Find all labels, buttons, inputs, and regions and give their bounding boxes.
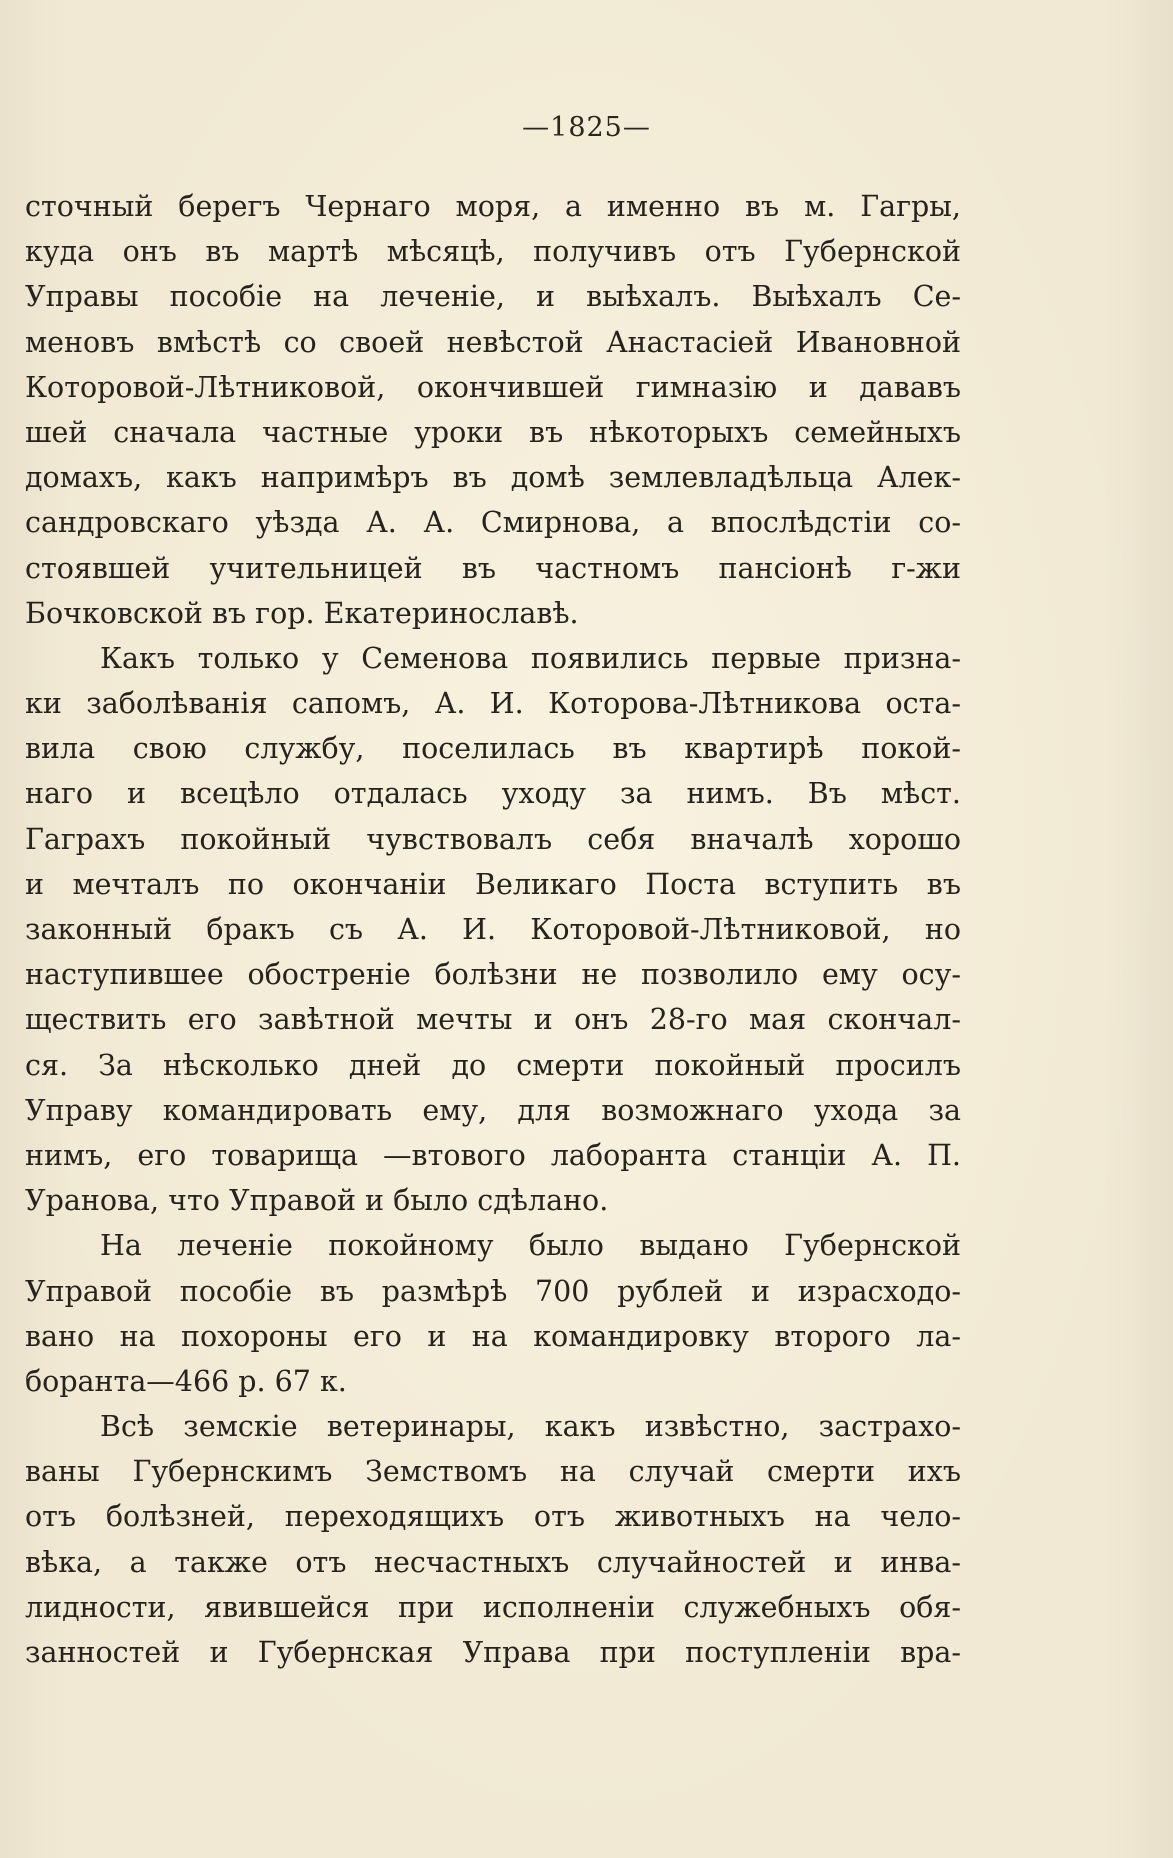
text-line: меновъ вмѣстѣ со своей невѣстой Анастасіей Ивановной [25, 325, 961, 359]
text-line: вѣка, а также отъ несчастныхъ случайностей и инва- [25, 1545, 961, 1579]
text-line: Управы пособіе на леченіе, и выѣхалъ. Выѣхалъ Се- [25, 280, 961, 314]
text-line: вано на похороны его и на командировку второго ла- [25, 1319, 961, 1353]
text-line: шей сначала частные уроки въ нѣкоторыхъ семейныхъ [25, 415, 961, 449]
text-line: законный бракъ съ А. И. Которовой-Лѣтниковой, но [25, 913, 961, 946]
text-line: Которовой-Лѣтниковой, окончившей гимназію и дававъ [25, 370, 961, 404]
text-line: занностей и Губернская Управа при поступленіи вра- [25, 1636, 961, 1669]
text-line: Гаграхъ покойный чувствовалъ себя вначалѣ хорошо [25, 822, 961, 856]
body-text [25, 184, 961, 1675]
text-line: и мечталъ по окончаніи Великаго Поста вступить въ [25, 867, 961, 901]
page-number: —1825— [522, 112, 651, 143]
text-line: куда онъ въ мартѣ мѣсяцѣ, получивъ отъ Губернской [25, 235, 961, 269]
text-line: ки заболѣванія сапомъ, А. И. Которова-Лѣтникова оста- [25, 687, 961, 721]
text-line: Бочковской въ гор. Екатеринославѣ. [25, 596, 579, 630]
text-line: домахъ, какъ напримѣръ въ домѣ землевладѣльца Алек- [25, 461, 961, 495]
text-line: стоявшей учительницей въ частномъ пансіонѣ г-жи [25, 551, 961, 585]
text-line: Какъ только у Семенова появились первые призна- [100, 641, 961, 675]
text-line: ществить его завѣтной мечты и онъ 28-го мая скончал- [25, 1003, 961, 1037]
text-line: ваны Губернскимъ Земствомъ на случай смерти ихъ [25, 1455, 961, 1489]
text-line: лидности, явившейся при исполненіи служебныхъ обя- [25, 1590, 961, 1624]
text-line: Управой пособіе въ размѣрѣ 700 рублей и израсходо- [25, 1274, 961, 1308]
text-line: Управу командировать ему, для возможнаго ухода за [25, 1093, 961, 1127]
text-line: сточный берегъ Чернаго моря, а именно въ м. Гагры, [25, 190, 961, 223]
text-line: вила свою службу, поселилась въ квартирѣ покой- [25, 732, 961, 766]
text-line: наго и всецѣло отдалась уходу за нимъ. Въ мѣст. [25, 777, 961, 811]
text-line: наступившее обостреніе болѣзни не позволило ему осу- [25, 958, 961, 992]
text-line: Уранова, что Управой и было сдѣлано. [25, 1184, 609, 1218]
text-line: сандровскаго уѣзда А. А. Смирнова, а впослѣдстіи со- [25, 506, 961, 540]
text-line: отъ болѣзней, переходящихъ отъ животныхъ на чело- [25, 1500, 961, 1534]
text-line: боранта—466 р. 67 к. [25, 1364, 347, 1398]
text-line: На леченіе покойному было выдано Губернской [100, 1229, 961, 1263]
text-line: Всѣ земскіе ветеринары, какъ извѣстно, застрахо- [100, 1410, 961, 1444]
text-line: ся. За нѣсколько дней до смерти покойный просилъ [25, 1048, 961, 1082]
text-line: нимъ, его товарища —втового лаборанта станціи А. П. [25, 1138, 961, 1172]
